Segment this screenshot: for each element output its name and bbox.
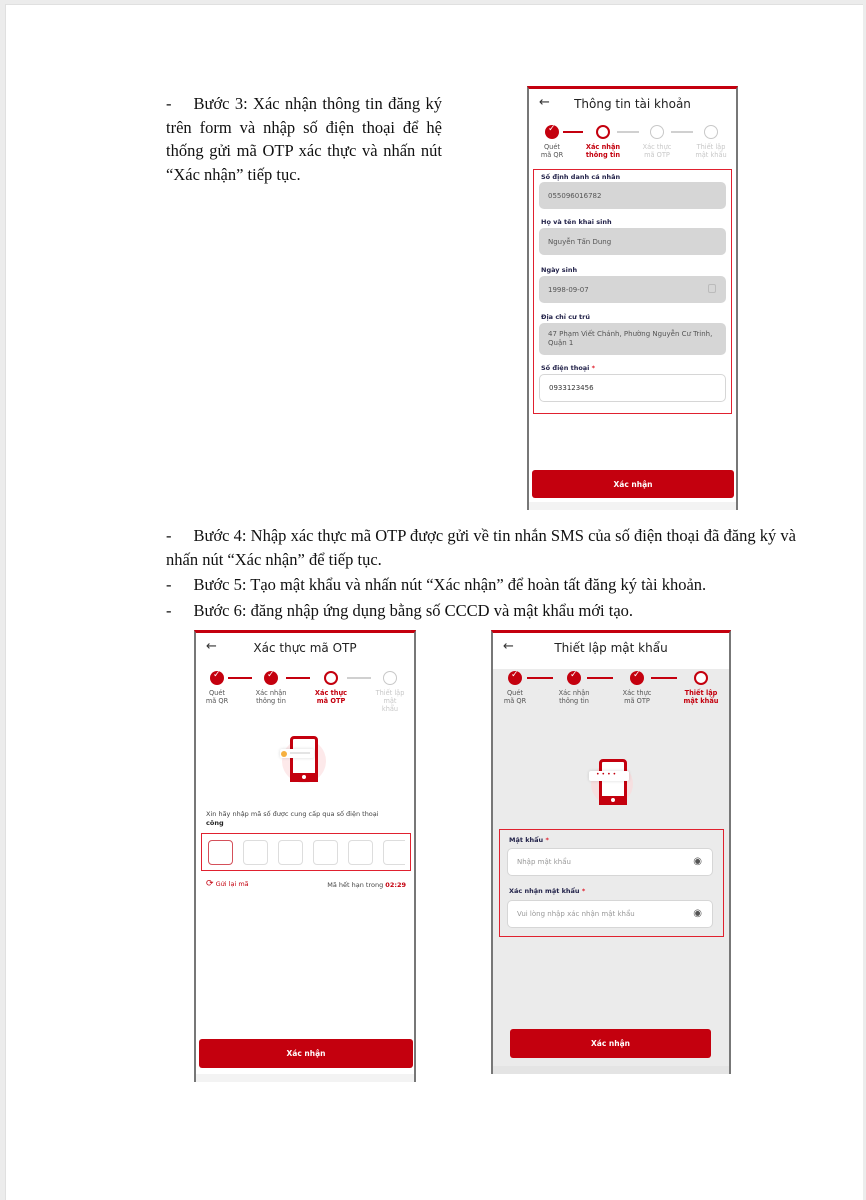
arrow-left-icon[interactable]: ← <box>503 639 514 654</box>
step-done-check-icon <box>508 671 522 685</box>
otp-digit-input[interactable] <box>243 840 268 865</box>
step3-paragraph <box>166 92 442 186</box>
step-current-circle-icon <box>694 671 708 685</box>
field-label-password: Mật khẩu * <box>509 836 549 844</box>
step-connector <box>563 131 583 133</box>
phone-password-illustration: •••• <box>585 757 641 811</box>
screen-title: Thiết lập mật khẩu <box>554 641 668 655</box>
screenshot-set-password <box>491 630 731 1074</box>
full-name-field: Nguyễn Tấn Dung <box>539 228 726 255</box>
step-connector <box>228 677 252 679</box>
otp-digit-input[interactable] <box>348 840 373 865</box>
eye-slash-icon[interactable]: ◉ <box>693 856 702 867</box>
progress-stepper <box>493 669 729 739</box>
app-header <box>493 633 729 669</box>
phone-input[interactable]: 0933123456 <box>539 374 726 402</box>
confirm-button[interactable]: Xác nhận <box>199 1039 413 1068</box>
step-done-check-icon <box>567 671 581 685</box>
step5-text: Bước 5: Tạo mật khẩu và nhấn nút “Xác nhận” để hoàn tất đăng ký tài khoản. <box>193 575 707 594</box>
arrow-left-icon[interactable]: ← <box>206 639 217 654</box>
eye-slash-icon[interactable]: ◉ <box>693 908 702 919</box>
address-field: 47 Phạm Viết Chánh, Phường Nguyễn Cư Trinh, Quận 1 <box>539 323 726 355</box>
phone-sms-illustration <box>274 733 336 789</box>
step-label-set-password: Thiết lập mật khẩu <box>375 689 405 713</box>
screenshot-otp <box>194 630 416 1082</box>
step-done-check-icon <box>630 671 644 685</box>
step-todo-circle-icon <box>650 125 664 139</box>
step-label-scan-qr: Quét mã QR <box>503 689 527 705</box>
confirm-button[interactable]: Xác nhận <box>510 1029 711 1058</box>
step3-text: Bước 3: Xác nhận thông tin đăng ký trên form và nhập số điện thoại để hệ thống gửi mã OTP xác thực và nhấn nút “Xác nhận” tiếp tục. <box>166 94 442 184</box>
refresh-icon: ⟳ <box>206 879 214 889</box>
otp-expiry: Mã hết hạn trong 02:29 <box>327 881 406 889</box>
step-label-scan-qr: Quét mã QR <box>205 689 229 705</box>
field-label-id-number: Số định danh cá nhân <box>541 173 621 181</box>
step-connector <box>617 131 639 133</box>
step-label-scan-qr: Quét mã QR <box>540 143 564 159</box>
step-label-set-password: Thiết lập mật khẩu <box>695 143 727 159</box>
otp-digit-input[interactable] <box>313 840 338 865</box>
bottom-strip <box>529 502 736 510</box>
step-label-verify-otp: Xác thực mã OTP <box>314 689 348 705</box>
resend-code-link[interactable]: ⟳ Gửi lại mã <box>206 879 249 889</box>
app-header <box>196 633 414 669</box>
step-connector <box>587 677 613 679</box>
step-label-verify-otp: Xác thực mã OTP <box>642 143 672 159</box>
step-done-check-icon <box>210 671 224 685</box>
bullet-dash: - <box>166 600 172 620</box>
step-label-confirm-info: Xác nhận thông tin <box>585 143 621 159</box>
step-todo-circle-icon <box>383 671 397 685</box>
field-label-full-name: Họ và tên khai sinh <box>541 218 612 226</box>
bullet-dash: - <box>166 526 172 545</box>
step-current-circle-icon <box>324 671 338 685</box>
confirm-password-input[interactable]: Vui lòng nhập xác nhận mật khẩu ◉ <box>507 900 713 928</box>
id-number-field: 055096016782 <box>539 182 726 209</box>
step-connector <box>671 131 693 133</box>
step-label-confirm-info: Xác nhận thông tin <box>255 689 287 705</box>
step-done-check-icon <box>264 671 278 685</box>
step-label-set-password: Thiết lập mật khẩu <box>683 689 719 705</box>
step-connector <box>651 677 677 679</box>
field-label-dob: Ngày sinh <box>541 266 578 274</box>
screenshot-account-info <box>527 86 738 510</box>
step6-text: Bước 6: đăng nhập ứng dụng bằng số CCCD và mật khẩu mới tạo. <box>193 600 634 620</box>
step-current-circle-icon <box>596 125 610 139</box>
progress-stepper <box>529 123 736 173</box>
step-label-verify-otp: Xác thực mã OTP <box>622 689 652 705</box>
step6-paragraph <box>166 599 796 623</box>
dob-field: 1998-09-07 <box>539 276 726 303</box>
step-connector <box>286 677 310 679</box>
step4-paragraph <box>166 524 796 571</box>
otp-instruction: Xin hãy nhập mã số được cung cấp qua số điện thoại công <box>206 810 379 827</box>
password-input[interactable]: Nhập mật khẩu ◉ <box>507 848 713 876</box>
bottom-strip <box>493 1066 729 1074</box>
step4-text: Bước 4: Nhập xác thực mã OTP được gửi về tin nhắn SMS của số điện thoại đã đăng ký và nhấn nút “Xác nhận” để tiếp tục. <box>166 526 796 569</box>
step-label-confirm-info: Xác nhận thông tin <box>558 689 590 705</box>
step5-paragraph <box>166 573 796 597</box>
screen-title: Thông tin tài khoản <box>574 97 691 111</box>
steps-list <box>166 524 796 624</box>
screen-title: Xác thực mã OTP <box>253 641 357 655</box>
step-todo-circle-icon <box>704 125 718 139</box>
field-label-address: Địa chỉ cư trú <box>541 313 590 321</box>
confirm-button[interactable]: Xác nhận <box>532 470 734 498</box>
bullet-dash: - <box>166 94 172 113</box>
bullet-dash: - <box>166 575 172 594</box>
bottom-strip <box>196 1074 414 1082</box>
otp-digit-input[interactable] <box>383 840 405 865</box>
field-label-phone: Số điện thoại * <box>541 364 596 372</box>
otp-digit-input[interactable] <box>278 840 303 865</box>
step-connector <box>527 677 553 679</box>
step-connector <box>347 677 371 679</box>
progress-stepper <box>196 669 414 739</box>
otp-digit-input[interactable] <box>208 840 233 865</box>
calendar-icon <box>708 284 716 293</box>
step-done-check-icon <box>545 125 559 139</box>
field-label-confirm-password: Xác nhận mật khẩu * <box>509 887 586 895</box>
app-header <box>529 89 736 123</box>
arrow-left-icon[interactable]: ← <box>539 95 550 110</box>
